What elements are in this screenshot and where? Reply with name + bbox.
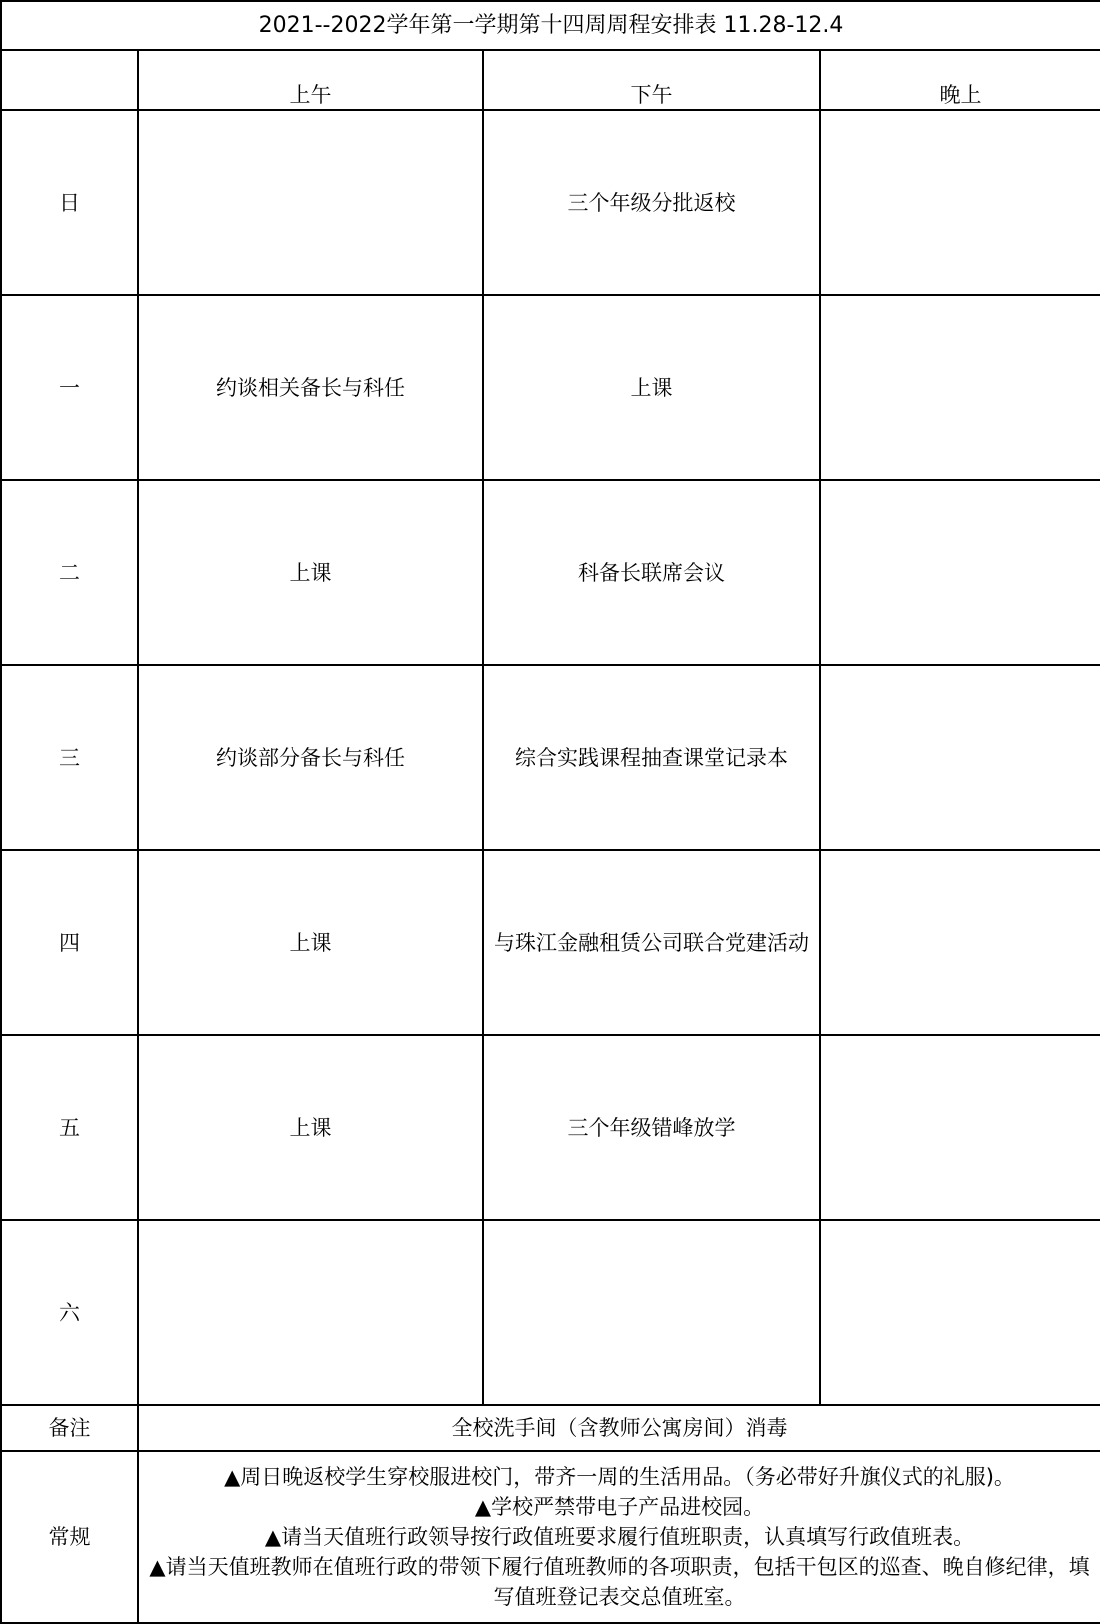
note-row (1, 1405, 1100, 1451)
morning-cell: 约谈部分备长与科任 (138, 665, 483, 850)
afternoon-cell (483, 1220, 820, 1405)
day-label: 六 (1, 1220, 138, 1405)
rule-item: ▲周日晚返校学生穿校服进校门，带齐一周的生活用品。（务必带好升旗仪式的礼服)。 (224, 1465, 1015, 1489)
day-row-friday (1, 1035, 1100, 1220)
title-row (1, 1, 1100, 50)
header-afternoon (483, 50, 820, 110)
header-evening-label: 晚上 (939, 83, 982, 107)
note-label: 备注 (1, 1405, 138, 1451)
morning-cell: 上课 (138, 1035, 483, 1220)
header-morning-label: 上午 (289, 83, 332, 107)
afternoon-cell: 三个年级分批返校 (483, 110, 820, 295)
header-evening (820, 50, 1100, 110)
rule-item: ▲请当天值班教师在值班行政的带领下履行值班教师的各项职责，包括干包区的巡查、晚自修纪律，填写值班登记表交总值班室。 (149, 1555, 1090, 1609)
day-label: 一 (1, 295, 138, 480)
day-row-sunday (1, 110, 1100, 295)
rule-item: ▲学校严禁带电子产品进校园。 (474, 1495, 765, 1519)
day-row-wednesday (1, 665, 1100, 850)
morning-cell: 约谈相关备长与科任 (138, 295, 483, 480)
evening-cell (820, 850, 1100, 1035)
day-label: 日 (1, 110, 138, 295)
header-morning (138, 50, 483, 110)
afternoon-cell: 科备长联席会议 (483, 480, 820, 665)
morning-cell (138, 110, 483, 295)
afternoon-cell: 三个年级错峰放学 (483, 1035, 820, 1220)
header-afternoon-label: 下午 (630, 83, 673, 107)
header-corner-cell (1, 50, 138, 110)
rules-row (1, 1451, 1100, 1623)
day-label: 二 (1, 480, 138, 665)
afternoon-cell (483, 850, 820, 1035)
evening-cell (820, 110, 1100, 295)
evening-cell (820, 665, 1100, 850)
evening-cell (820, 1220, 1100, 1405)
rules-content (138, 1451, 1100, 1623)
morning-cell (138, 1220, 483, 1405)
rules-label: 常规 (1, 1451, 138, 1623)
morning-cell: 上课 (138, 850, 483, 1035)
day-row-monday (1, 295, 1100, 480)
evening-cell (820, 1035, 1100, 1220)
header-row (1, 50, 1100, 110)
afternoon-cell: 上课 (483, 295, 820, 480)
morning-cell: 上课 (138, 480, 483, 665)
day-label: 三 (1, 665, 138, 850)
afternoon-cell: 综合实践课程抽查课堂记录本 (483, 665, 820, 850)
schedule-title: 2021--2022学年第一学期第十四周周程安排表 11.28-12.4 (1, 1, 1100, 50)
evening-cell (820, 295, 1100, 480)
day-label: 五 (1, 1035, 138, 1220)
note-text: 全校洗手间（含教师公寓房间）消毒 (138, 1405, 1100, 1451)
evening-cell (820, 480, 1100, 665)
rule-item: ▲请当天值班行政领导按行政值班要求履行值班职责，认真填写行政值班表。 (264, 1525, 975, 1549)
day-row-tuesday (1, 480, 1100, 665)
afternoon-cell-text: 与珠江金融租赁公司联合党建活动 (494, 930, 809, 955)
rules-list (139, 1462, 1100, 1612)
day-row-thursday (1, 850, 1100, 1035)
day-row-saturday (1, 1220, 1100, 1405)
day-label: 四 (1, 850, 138, 1035)
